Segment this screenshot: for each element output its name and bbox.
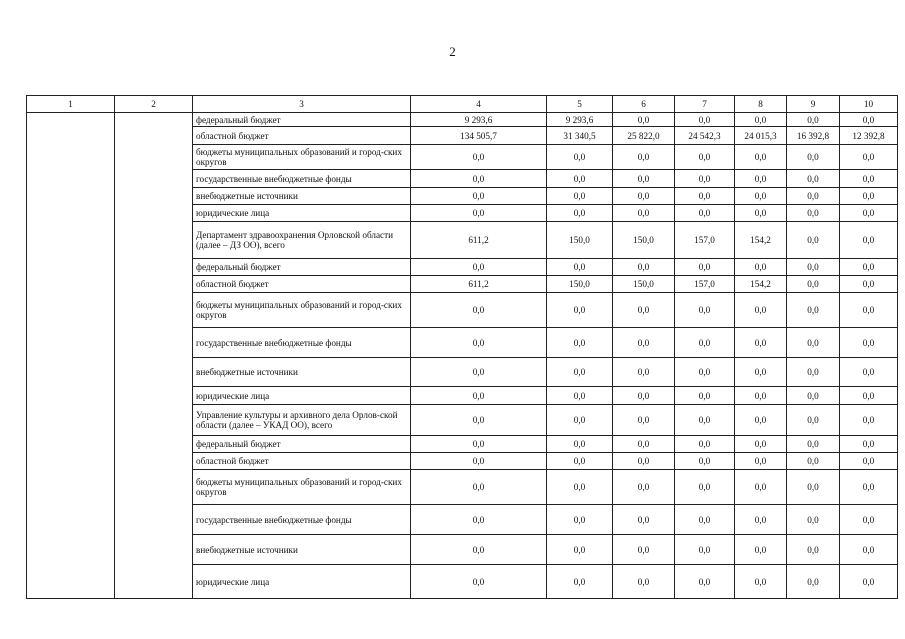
row-label: бюджеты муниципальных образований и город-ских округов — [193, 145, 411, 170]
value-cell: 0,0 — [547, 170, 613, 188]
value-cell: 0,0 — [675, 188, 735, 205]
value-cell: 0,0 — [787, 387, 840, 405]
value-cell: 0,0 — [547, 145, 613, 170]
value-cell: 0,0 — [840, 222, 898, 259]
value-cell: 0,0 — [735, 205, 787, 222]
column-header: 7 — [675, 96, 735, 113]
value-cell: 0,0 — [840, 358, 898, 387]
value-cell: 0,0 — [735, 328, 787, 358]
value-cell: 150,0 — [613, 222, 675, 259]
value-cell: 0,0 — [613, 259, 675, 276]
row-label: государственные внебюджетные фонды — [193, 170, 411, 188]
value-cell: 0,0 — [735, 259, 787, 276]
value-cell: 0,0 — [547, 328, 613, 358]
value-cell: 0,0 — [547, 565, 613, 599]
value-cell: 611,2 — [411, 276, 547, 293]
value-cell: 0,0 — [675, 293, 735, 328]
value-cell: 0,0 — [411, 565, 547, 599]
value-cell: 0,0 — [787, 470, 840, 505]
value-cell: 0,0 — [840, 145, 898, 170]
value-cell: 0,0 — [613, 535, 675, 565]
value-cell: 0,0 — [787, 405, 840, 436]
column-header: 2 — [115, 96, 193, 113]
row-label: федеральный бюджет — [193, 259, 411, 276]
value-cell: 0,0 — [675, 358, 735, 387]
column-header: 8 — [735, 96, 787, 113]
value-cell: 154,2 — [735, 276, 787, 293]
value-cell: 0,0 — [735, 505, 787, 535]
row-label: юридические лица — [193, 387, 411, 405]
value-cell: 0,0 — [675, 470, 735, 505]
value-cell: 0,0 — [787, 205, 840, 222]
value-cell: 0,0 — [613, 505, 675, 535]
value-cell: 0,0 — [547, 453, 613, 470]
value-cell: 0,0 — [787, 170, 840, 188]
value-cell: 0,0 — [613, 453, 675, 470]
value-cell: 0,0 — [411, 405, 547, 436]
value-cell: 0,0 — [675, 405, 735, 436]
value-cell: 0,0 — [411, 188, 547, 205]
value-cell: 0,0 — [735, 145, 787, 170]
value-cell: 0,0 — [787, 222, 840, 259]
value-cell: 0,0 — [840, 293, 898, 328]
value-cell: 0,0 — [411, 436, 547, 453]
value-cell: 0,0 — [840, 276, 898, 293]
value-cell: 9 293,6 — [547, 113, 613, 127]
value-cell: 0,0 — [547, 293, 613, 328]
row-label: областной бюджет — [193, 276, 411, 293]
value-cell: 150,0 — [547, 276, 613, 293]
column-header: 1 — [27, 96, 115, 113]
value-cell: 0,0 — [411, 293, 547, 328]
value-cell: 9 293,6 — [411, 113, 547, 127]
value-cell: 0,0 — [735, 453, 787, 470]
value-cell: 0,0 — [787, 259, 840, 276]
value-cell: 0,0 — [613, 113, 675, 127]
value-cell: 0,0 — [735, 535, 787, 565]
value-cell: 0,0 — [675, 259, 735, 276]
value-cell: 0,0 — [735, 470, 787, 505]
value-cell: 0,0 — [787, 535, 840, 565]
value-cell: 154,2 — [735, 222, 787, 259]
value-cell: 0,0 — [735, 170, 787, 188]
value-cell: 0,0 — [547, 358, 613, 387]
value-cell: 0,0 — [547, 188, 613, 205]
value-cell: 0,0 — [840, 170, 898, 188]
table-row — [27, 113, 898, 127]
value-cell: 0,0 — [613, 387, 675, 405]
value-cell: 0,0 — [787, 505, 840, 535]
row-label: внебюджетные источники — [193, 358, 411, 387]
value-cell: 16 392,8 — [787, 127, 840, 145]
value-cell: 0,0 — [675, 145, 735, 170]
page-number: 2 — [449, 44, 456, 59]
value-cell: 24 015,3 — [735, 127, 787, 145]
value-cell: 0,0 — [735, 293, 787, 328]
value-cell: 0,0 — [787, 276, 840, 293]
value-cell: 0,0 — [613, 436, 675, 453]
value-cell: 611,2 — [411, 222, 547, 259]
value-cell: 0,0 — [840, 565, 898, 599]
value-cell: 0,0 — [613, 565, 675, 599]
row-label: государственные внебюджетные фонды — [193, 328, 411, 358]
row-label: федеральный бюджет — [193, 436, 411, 453]
value-cell: 0,0 — [547, 387, 613, 405]
value-cell: 0,0 — [787, 565, 840, 599]
value-cell: 0,0 — [675, 205, 735, 222]
value-cell: 0,0 — [840, 505, 898, 535]
value-cell: 25 822,0 — [613, 127, 675, 145]
value-cell: 0,0 — [675, 113, 735, 127]
value-cell: 0,0 — [840, 188, 898, 205]
value-cell: 0,0 — [547, 405, 613, 436]
value-cell: 0,0 — [735, 188, 787, 205]
value-cell: 0,0 — [675, 505, 735, 535]
value-cell: 0,0 — [787, 145, 840, 170]
value-cell: 12 392,8 — [840, 127, 898, 145]
row-label: областной бюджет — [193, 127, 411, 145]
value-cell: 150,0 — [547, 222, 613, 259]
value-cell: 0,0 — [675, 387, 735, 405]
value-cell: 0,0 — [675, 453, 735, 470]
value-cell: 0,0 — [613, 328, 675, 358]
value-cell: 0,0 — [787, 453, 840, 470]
value-cell: 0,0 — [613, 145, 675, 170]
value-cell: 0,0 — [547, 436, 613, 453]
value-cell: 0,0 — [787, 358, 840, 387]
value-cell: 0,0 — [787, 188, 840, 205]
value-cell: 0,0 — [547, 205, 613, 222]
value-cell: 0,0 — [613, 293, 675, 328]
value-cell: 0,0 — [613, 470, 675, 505]
value-cell: 0,0 — [735, 113, 787, 127]
value-cell: 0,0 — [735, 565, 787, 599]
row-label: внебюджетные источники — [193, 535, 411, 565]
value-cell: 0,0 — [787, 436, 840, 453]
value-cell: 0,0 — [840, 453, 898, 470]
row-label: Управление культуры и архивного дела Орлов-ской области (далее – УКАД ОО), всего — [193, 405, 411, 436]
value-cell: 0,0 — [787, 328, 840, 358]
column-header: 3 — [193, 96, 411, 113]
value-cell: 0,0 — [411, 505, 547, 535]
row-label: юридические лица — [193, 205, 411, 222]
value-cell: 0,0 — [613, 205, 675, 222]
value-cell: 0,0 — [613, 170, 675, 188]
value-cell: 0,0 — [735, 387, 787, 405]
value-cell: 0,0 — [840, 535, 898, 565]
row-label: государственные внебюджетные фонды — [193, 505, 411, 535]
column-header: 4 — [411, 96, 547, 113]
value-cell: 0,0 — [411, 535, 547, 565]
value-cell: 0,0 — [675, 436, 735, 453]
column-header: 5 — [547, 96, 613, 113]
value-cell: 157,0 — [675, 222, 735, 259]
value-cell: 0,0 — [613, 405, 675, 436]
value-cell: 0,0 — [787, 113, 840, 127]
value-cell: 0,0 — [411, 470, 547, 505]
value-cell: 0,0 — [840, 387, 898, 405]
value-cell: 0,0 — [411, 358, 547, 387]
value-cell: 0,0 — [411, 145, 547, 170]
value-cell: 0,0 — [675, 535, 735, 565]
value-cell: 150,0 — [613, 276, 675, 293]
value-cell: 0,0 — [411, 387, 547, 405]
row-label: бюджеты муниципальных образований и город-ских округов — [193, 293, 411, 328]
value-cell: 0,0 — [675, 170, 735, 188]
value-cell: 0,0 — [735, 405, 787, 436]
value-cell: 24 542,3 — [675, 127, 735, 145]
value-cell: 0,0 — [547, 505, 613, 535]
value-cell: 31 340,5 — [547, 127, 613, 145]
value-cell: 0,0 — [411, 453, 547, 470]
row-label: федеральный бюджет — [193, 113, 411, 127]
value-cell: 0,0 — [675, 565, 735, 599]
merged-cell-col2 — [115, 113, 193, 599]
value-cell: 0,0 — [675, 328, 735, 358]
budget-table — [26, 95, 898, 599]
value-cell: 0,0 — [735, 436, 787, 453]
value-cell: 0,0 — [840, 113, 898, 127]
value-cell: 0,0 — [411, 328, 547, 358]
value-cell: 0,0 — [547, 470, 613, 505]
value-cell: 0,0 — [411, 259, 547, 276]
row-label: бюджеты муниципальных образований и город-ских округов — [193, 470, 411, 505]
value-cell: 0,0 — [840, 405, 898, 436]
column-header: 10 — [840, 96, 898, 113]
row-label: Департамент здравоохранения Орловской области (далее – ДЗ ОО), всего — [193, 222, 411, 259]
value-cell: 0,0 — [613, 188, 675, 205]
row-label: внебюджетные источники — [193, 188, 411, 205]
value-cell: 0,0 — [547, 535, 613, 565]
value-cell: 0,0 — [840, 470, 898, 505]
value-cell: 0,0 — [840, 328, 898, 358]
value-cell: 0,0 — [613, 358, 675, 387]
value-cell: 0,0 — [735, 358, 787, 387]
value-cell: 0,0 — [840, 436, 898, 453]
row-label: юридические лица — [193, 565, 411, 599]
column-header: 6 — [613, 96, 675, 113]
column-header: 9 — [787, 96, 840, 113]
value-cell: 0,0 — [411, 170, 547, 188]
table-header-row — [27, 96, 898, 113]
value-cell: 0,0 — [411, 205, 547, 222]
value-cell: 0,0 — [787, 293, 840, 328]
value-cell: 134 505,7 — [411, 127, 547, 145]
value-cell: 157,0 — [675, 276, 735, 293]
merged-cell-col1 — [27, 113, 115, 599]
value-cell: 0,0 — [547, 259, 613, 276]
value-cell: 0,0 — [840, 259, 898, 276]
row-label: областной бюджет — [193, 453, 411, 470]
value-cell: 0,0 — [840, 205, 898, 222]
